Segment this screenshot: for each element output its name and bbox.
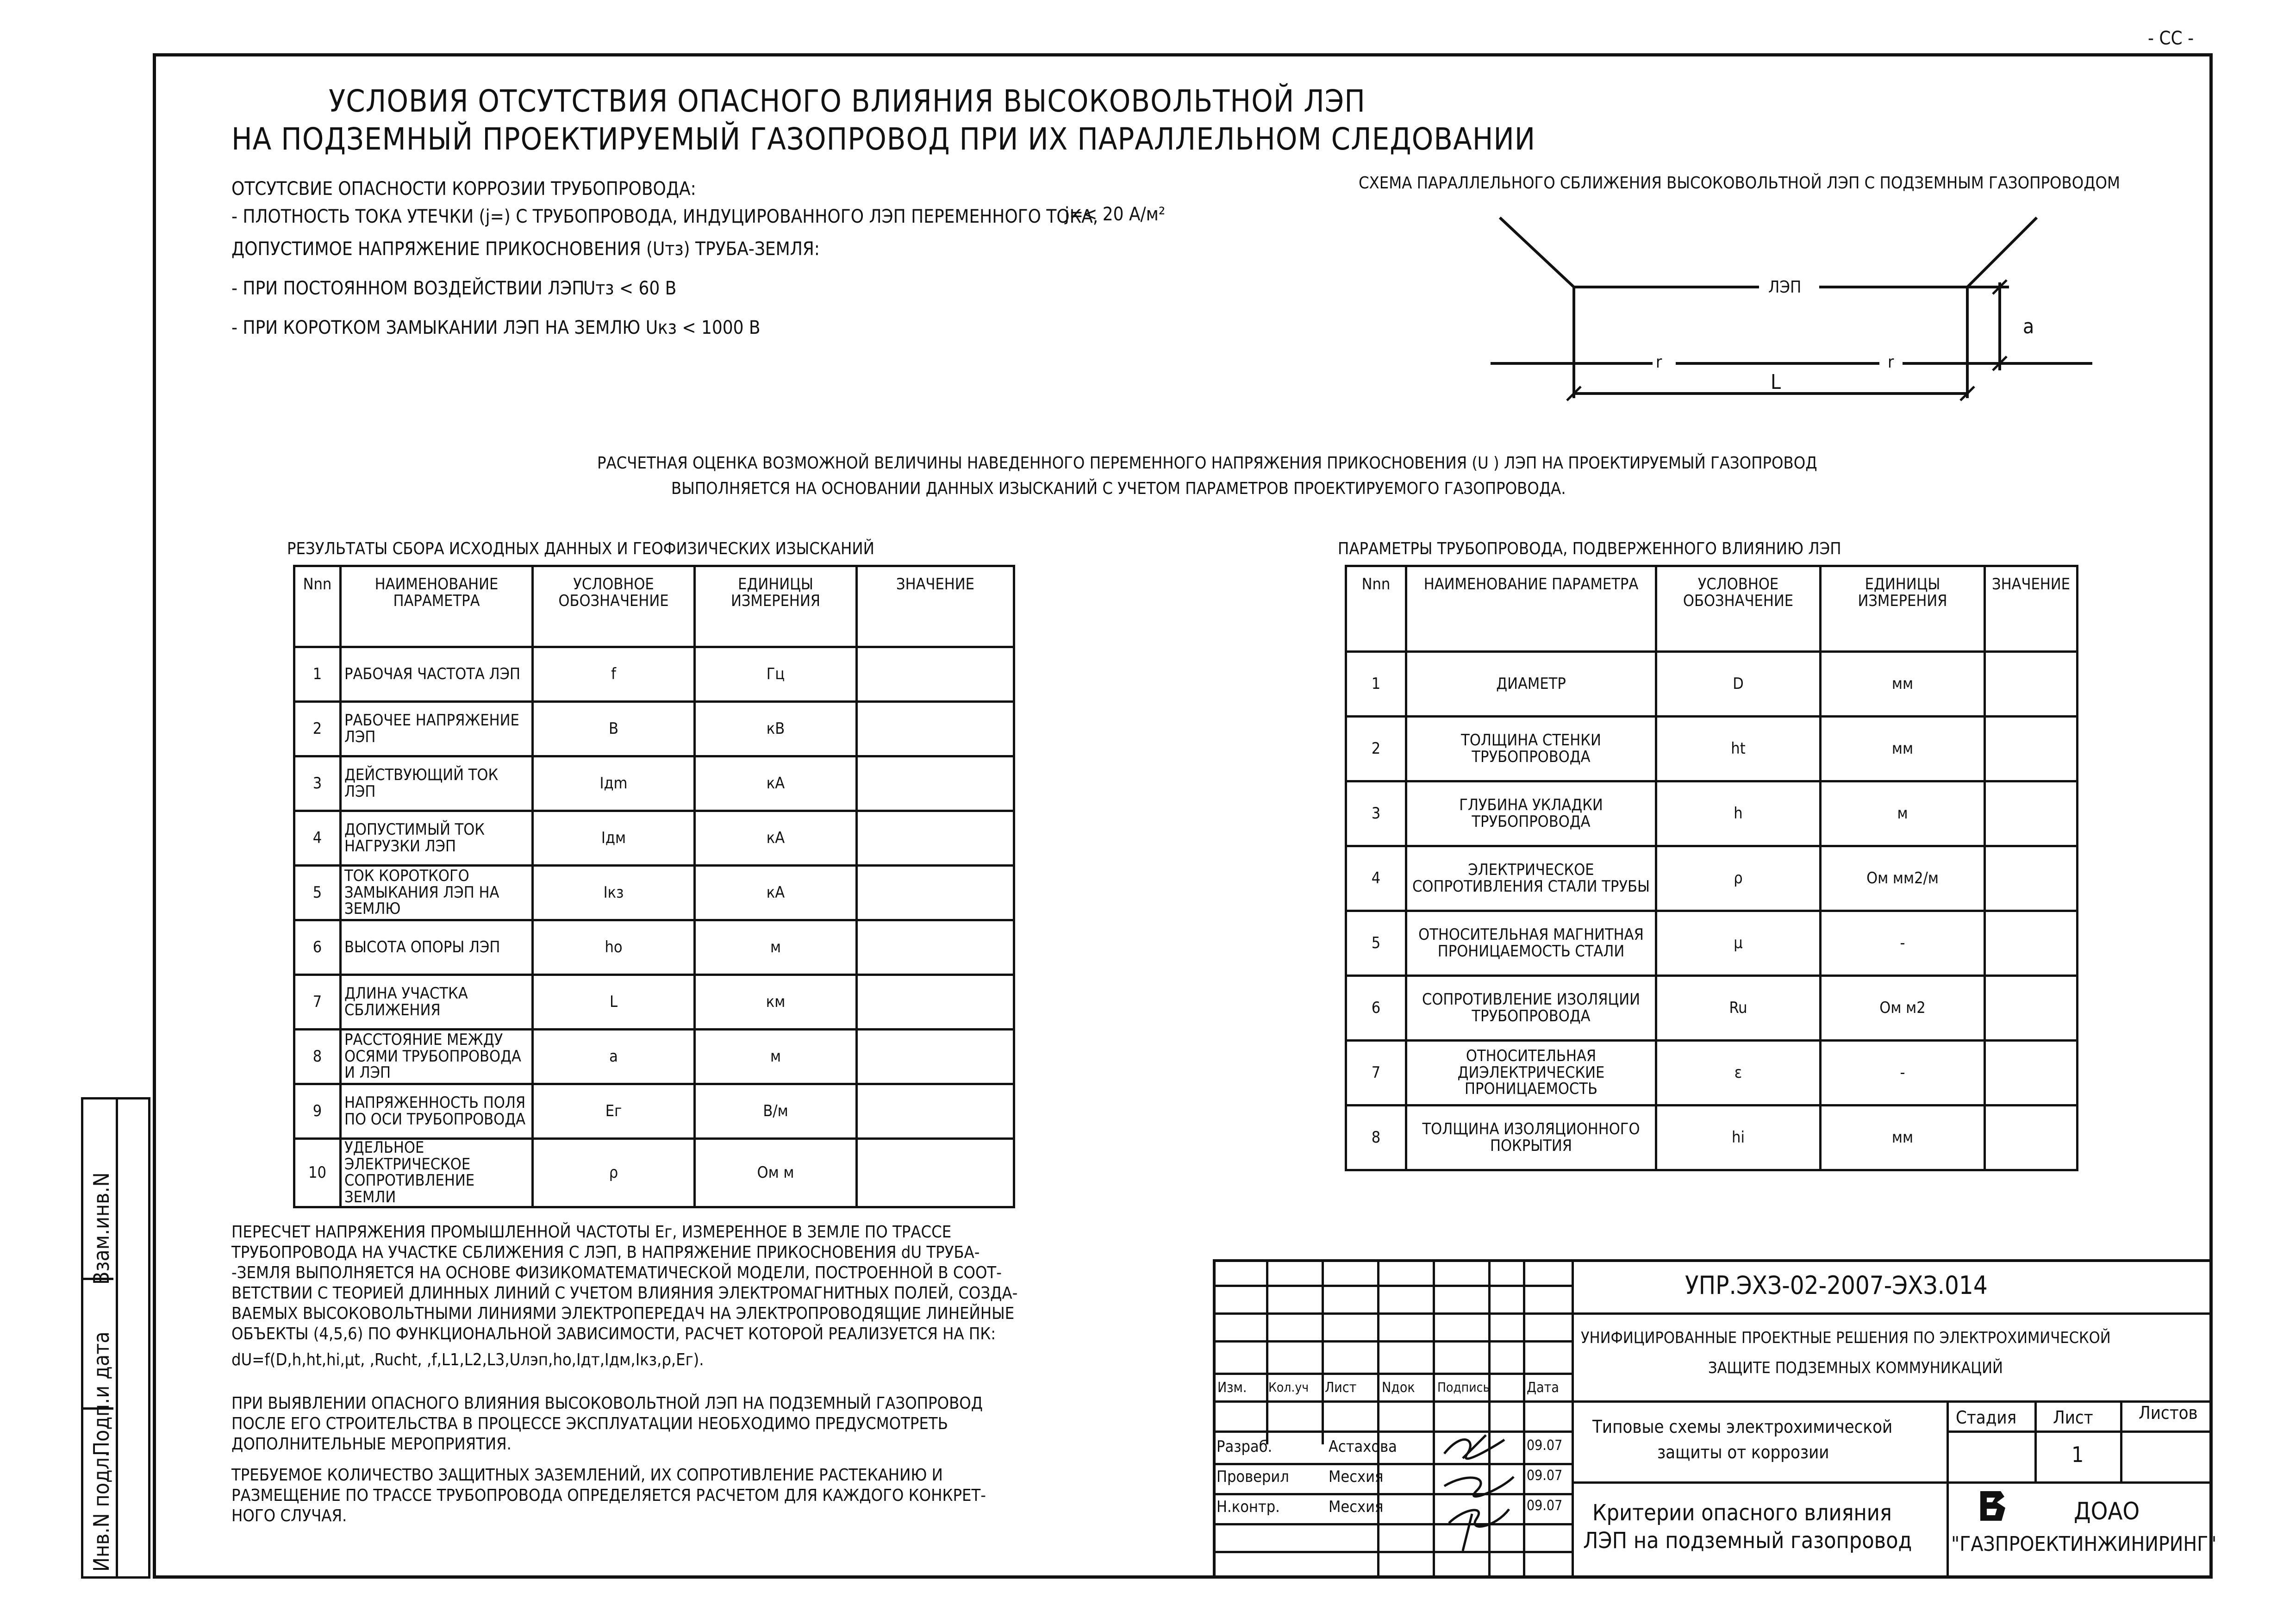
side-separator bbox=[81, 1278, 113, 1280]
tb-divider bbox=[1947, 1400, 1949, 1579]
cell-num: 6 bbox=[294, 920, 341, 975]
sheet-title-line1: Критерии опасного влияния bbox=[1592, 1500, 1892, 1526]
stadia-label: Стадия bbox=[1956, 1407, 2017, 1428]
tb-divider bbox=[1213, 1340, 1572, 1343]
side-separator bbox=[81, 1407, 113, 1410]
conditions-line: ДОПУСТИМОЕ НАПРЯЖЕНИЕ ПРИКОСНОВЕНИЯ (Uтз) ТРУБА-ЗЕМЛЯ: bbox=[231, 238, 820, 260]
tb-role-date: 09.07 bbox=[1527, 1498, 1563, 1514]
table-row bbox=[1346, 976, 2078, 1041]
table-row bbox=[294, 756, 1014, 811]
cell-num: 7 bbox=[294, 975, 341, 1030]
cell-param: РАССТОЯНИЕ МЕЖДУ ОСЯМИ ТРУБОПРОВОДА И ЛЭП bbox=[341, 1030, 533, 1084]
cell-value bbox=[1985, 1041, 2078, 1106]
parallel-scheme-diagram bbox=[1481, 204, 2129, 417]
table-row bbox=[1346, 781, 2078, 846]
tb-hdr-ndok: Nдок bbox=[1382, 1380, 1415, 1396]
cell-param: СОПРОТИВЛЕНИЕ ИЗОЛЯЦИИ ТРУБОПРОВОДА bbox=[1406, 976, 1656, 1041]
cell-param: ДОПУСТИМЫЙ ТОК НАГРУЗКИ ЛЭП bbox=[341, 811, 533, 866]
table-row bbox=[294, 1084, 1014, 1139]
cell-value bbox=[1985, 652, 2078, 717]
cell-symbol: L bbox=[533, 975, 695, 1030]
cell-num: 6 bbox=[1346, 976, 1406, 1041]
conditions-value: j=< 20 А/м² bbox=[1065, 204, 1166, 225]
series-line1: УНИФИЦИРОВАННЫЕ ПРОЕКТНЫЕ РЕШЕНИЯ ПО ЭЛЕКТРОХИМИЧЕСКОЙ bbox=[1581, 1329, 2111, 1347]
table-row bbox=[294, 702, 1014, 756]
scheme-title: СХЕМА ПАРАЛЛЕЛЬНОГО СБЛИЖЕНИЯ ВЫСОКОВОЛЬТНОЙ ЛЭП С ПОДЗЕМНЫМ ГАЗОПРОВОДОМ bbox=[1359, 174, 2120, 193]
cell-value bbox=[1985, 1106, 2078, 1170]
tb-divider bbox=[1213, 1312, 1572, 1315]
cell-unit: км bbox=[695, 975, 857, 1030]
cell-param: ВЫСОТА ОПОРЫ ЛЭП bbox=[341, 920, 533, 975]
note-line: РАЗМЕЩЕНИЕ ПО ТРАССЕ ТРУБОПРОВОДА ОПРЕДЕЛЯЕТСЯ РАСЧЕТОМ ДЛЯ КАЖДОГО КОНКРЕТ- bbox=[231, 1486, 986, 1505]
col-header: ЗНАЧЕНИЕ bbox=[857, 566, 1014, 647]
cell-unit: - bbox=[1821, 911, 1985, 976]
cell-num: 9 bbox=[294, 1084, 341, 1139]
tb-divider bbox=[1572, 1312, 2213, 1315]
tb-divider bbox=[1266, 1259, 1268, 1444]
cell-symbol: Iдм bbox=[533, 811, 695, 866]
table-row bbox=[294, 811, 1014, 866]
org-name-line1: ДОАО bbox=[2074, 1498, 2140, 1525]
cell-value bbox=[857, 975, 1014, 1030]
note-line: ВЕТСТВИИ С ТЕОРИЕЙ ДЛИННЫХ ЛИНИЙ С УЧЕТОМ ВЛИЯНИЯ ЭЛЕКТРОМАГНИТНЫХ ПОЛЕЙ, СОЗДА- bbox=[231, 1284, 1018, 1303]
table1-caption: РЕЗУЛЬТАТЫ СБОРА ИСХОДНЫХ ДАННЫХ И ГЕОФИЗИЧЕСКИХ ИЗЫСКАНИЙ bbox=[287, 539, 874, 558]
tb-role-date: 09.07 bbox=[1527, 1468, 1563, 1484]
table-row bbox=[1346, 911, 2078, 976]
conditions-value: Uтз < 60 В bbox=[583, 278, 677, 299]
table-header-row bbox=[294, 566, 1014, 647]
cell-num: 1 bbox=[1346, 652, 1406, 717]
cell-symbol: Iкз bbox=[533, 866, 695, 920]
cell-unit: - bbox=[1821, 1041, 1985, 1106]
cell-param: ГЛУБИНА УКЛАДКИ ТРУБОПРОВОДА bbox=[1406, 781, 1656, 846]
note-line: dU=f(D,h,ht,hi,μt, ,Ruсht, ,f,L1,L2,L3,Uлэп,hо,Iдт,Iдм,Iкз,ρ,Eг). bbox=[231, 1350, 704, 1369]
side-podp-data: Подп.и дата bbox=[89, 1331, 114, 1456]
side-inv-podl: Инв.N подл. bbox=[89, 1451, 114, 1572]
tb-hdr-podpis: Подпись bbox=[1437, 1380, 1490, 1395]
cell-value bbox=[857, 811, 1014, 866]
col-header: НАИМЕНОВАНИЕ ПАРАМЕТРА bbox=[341, 566, 533, 647]
tb-hdr-list: Лист bbox=[1325, 1380, 1357, 1396]
cell-param: ДЛИНА УЧАСТКА СБЛИЖЕНИЯ bbox=[341, 975, 533, 1030]
org-logo-icon bbox=[1977, 1488, 2009, 1524]
col-header: ЗНАЧЕНИЕ bbox=[1985, 566, 2078, 652]
tb-divider bbox=[1213, 1285, 1572, 1287]
page-title-line1: УСЛОВИЯ ОТСУТСТВИЯ ОПАСНОГО ВЛИЯНИЯ ВЫСОКОВОЛЬТНОЙ ЛЭП bbox=[329, 83, 1366, 119]
org-name-line2: "ГАЗПРОЕКТИНЖИНИРИНГ" bbox=[1951, 1532, 2217, 1556]
cell-symbol: hi bbox=[1656, 1106, 1821, 1170]
note-paragraph-1 bbox=[231, 1222, 1017, 1370]
table-row bbox=[1346, 1041, 2078, 1106]
cell-unit: Ом м bbox=[695, 1139, 857, 1207]
tb-role-name: Астахова bbox=[1329, 1437, 1397, 1456]
tb-role-name: Месхия bbox=[1329, 1468, 1384, 1486]
tb-hdr-izm: Изм. bbox=[1217, 1380, 1247, 1396]
cell-param: НАПРЯЖЕННОСТЬ ПОЛЯ ПО ОСИ ТРУБОПРОВОДА bbox=[341, 1084, 533, 1139]
table-row bbox=[294, 1139, 1014, 1207]
tb-divider bbox=[1377, 1259, 1379, 1579]
side-stamp-divider bbox=[116, 1099, 118, 1576]
cell-value bbox=[857, 1084, 1014, 1139]
cell-unit: м bbox=[695, 1030, 857, 1084]
cell-unit: м bbox=[1821, 781, 1985, 846]
table-row bbox=[1346, 846, 2078, 911]
cell-unit: кА bbox=[695, 866, 857, 920]
scheme-label-r: r bbox=[1656, 353, 1662, 372]
cell-unit: Ом мм2/м bbox=[1821, 846, 1985, 911]
cell-param: РАБОЧЕЕ НАПРЯЖЕНИЕ ЛЭП bbox=[341, 702, 533, 756]
cell-num: 5 bbox=[294, 866, 341, 920]
page-marker: - СС - bbox=[2148, 28, 2194, 49]
cell-value bbox=[1985, 911, 2078, 976]
cell-num: 2 bbox=[1346, 717, 1406, 781]
scheme-label-lep: ЛЭП bbox=[1768, 278, 1802, 297]
cell-symbol: В bbox=[533, 702, 695, 756]
listov-label: Листов bbox=[2139, 1403, 2198, 1423]
cell-num: 8 bbox=[294, 1030, 341, 1084]
cell-symbol: D bbox=[1656, 652, 1821, 717]
tb-divider bbox=[1322, 1259, 1324, 1444]
table-row bbox=[294, 647, 1014, 702]
note-line: ПОСЛЕ ЕГО СТРОИТЕЛЬСТВА В ПРОЦЕССЕ ЭКСПЛУАТАЦИИ НЕОБХОДИМО ПРЕДУСМОТРЕТЬ bbox=[231, 1414, 948, 1433]
note-line: -ЗЕМЛЯ ВЫПОЛНЯЕТСЯ НА ОСНОВЕ ФИЗИКОМАТЕМАТИЧЕСКОЙ МОДЕЛИ, ПОСТРОЕННОЙ В СООТ- bbox=[231, 1263, 1002, 1282]
cell-symbol: hо bbox=[533, 920, 695, 975]
table-row bbox=[294, 1030, 1014, 1084]
cell-num: 3 bbox=[1346, 781, 1406, 846]
cell-value bbox=[857, 866, 1014, 920]
cell-value bbox=[1985, 717, 2078, 781]
cell-value bbox=[1985, 781, 2078, 846]
cell-param: РАБОЧАЯ ЧАСТОТА ЛЭП bbox=[341, 647, 533, 702]
tb-role-name: Месхия bbox=[1329, 1498, 1384, 1516]
note-line: ТРЕБУЕМОЕ КОЛИЧЕСТВО ЗАЩИТНЫХ ЗАЗЕМЛЕНИЙ, ИХ СОПРОТИВЛЕНИЕ РАСТЕКАНИЮ И bbox=[231, 1466, 943, 1485]
tb-role-date: 09.07 bbox=[1527, 1437, 1563, 1454]
note-paragraph-3 bbox=[231, 1465, 986, 1526]
table-row bbox=[1346, 717, 2078, 781]
col-header: УСЛОВНОЕ ОБОЗНАЧЕНИЕ bbox=[1656, 566, 1821, 652]
cell-value bbox=[857, 1139, 1014, 1207]
tb-role: Н.контр. bbox=[1217, 1498, 1280, 1516]
note-line: ТРУБОПРОВОДА НА УЧАСТКЕ СБЛИЖЕНИЯ С ЛЭП, В НАПРЯЖЕНИЕ ПРИКОСНОВЕНИЯ dU ТРУБА- bbox=[231, 1243, 980, 1262]
table-row bbox=[1346, 652, 2078, 717]
cell-value bbox=[1985, 846, 2078, 911]
cell-unit: кА bbox=[695, 811, 857, 866]
cell-symbol: Eг bbox=[533, 1084, 695, 1139]
cell-param: УДЕЛЬНОЕ ЭЛЕКТРИЧЕСКОЕ СОПРОТИВЛЕНИЕ ЗЕМЛИ bbox=[341, 1139, 533, 1207]
tb-divider bbox=[1572, 1259, 1574, 1579]
conditions-line: ОТСУТСВИЕ ОПАСНОСТИ КОРРОЗИИ ТРУБОПРОВОДА: bbox=[231, 178, 696, 200]
series-line2: ЗАЩИТЕ ПОДЗЕМНЫХ КОММУНИКАЦИЙ bbox=[1708, 1359, 2003, 1377]
cell-unit: кВ bbox=[695, 702, 857, 756]
table-row bbox=[294, 920, 1014, 975]
tb-hdr-kol: Кол.уч bbox=[1268, 1380, 1309, 1395]
tb-divider bbox=[1572, 1400, 2213, 1403]
table2-caption: ПАРАМЕТРЫ ТРУБОПРОВОДА, ПОДВЕРЖЕННОГО ВЛИЯНИЮ ЛЭП bbox=[1338, 539, 1841, 558]
cell-unit: кА bbox=[695, 756, 857, 811]
cell-symbol: f bbox=[533, 647, 695, 702]
cell-num: 4 bbox=[1346, 846, 1406, 911]
cell-value bbox=[857, 702, 1014, 756]
cell-value bbox=[857, 647, 1014, 702]
cell-num: 8 bbox=[1346, 1106, 1406, 1170]
tb-divider bbox=[1213, 1373, 1572, 1375]
cell-num: 4 bbox=[294, 811, 341, 866]
cell-value bbox=[1985, 976, 2078, 1041]
cell-symbol: h bbox=[1656, 781, 1821, 846]
conditions-line: - ПЛОТНОСТЬ ТОКА УТЕЧКИ (j=) С ТРУБОПРОВОДА, ИНДУЦИРОВАННОГО ЛЭП ПЕРЕМЕННОГО ТОКА, bbox=[231, 206, 1098, 227]
cell-unit: мм bbox=[1821, 717, 1985, 781]
conditions-line: - ПРИ КОРОТКОМ ЗАМЫКАНИИ ЛЭП НА ЗЕМЛЮ Uкз < 1000 В bbox=[231, 317, 761, 338]
cell-unit: В/м bbox=[695, 1084, 857, 1139]
side-vzam-inv: Взам.инв.N bbox=[89, 1172, 114, 1285]
sheet-title-line2: ЛЭП на подземный газопровод bbox=[1583, 1528, 1912, 1554]
doc-title-line2: защиты от коррозии bbox=[1657, 1442, 1829, 1462]
tb-divider bbox=[2120, 1400, 2122, 1481]
cell-num: 1 bbox=[294, 647, 341, 702]
cell-symbol: ρ bbox=[1656, 846, 1821, 911]
tb-divider bbox=[1213, 1400, 1572, 1403]
cell-param: ДЕЙСТВУЮЩИЙ ТОК ЛЭП bbox=[341, 756, 533, 811]
cell-symbol: Ru bbox=[1656, 976, 1821, 1041]
tb-hdr-data: Дата bbox=[1527, 1380, 1559, 1396]
table-row bbox=[294, 866, 1014, 920]
cell-num: 3 bbox=[294, 756, 341, 811]
doc-title-line1: Типовые схемы электрохимической bbox=[1592, 1417, 1893, 1437]
note-line: ВАЕМЫХ ВЫСОКОВОЛЬТНЫМИ ЛИНИЯМИ ЭЛЕКТРОПЕРЕДАЧ НА ЭЛЕКТРОПРОВОДЯЩИЕ ЛИНЕЙНЫЕ bbox=[231, 1304, 1015, 1323]
side-stamp bbox=[81, 1097, 150, 1579]
estimate-line2: ВЫПОЛНЯЕТСЯ НА ОСНОВАНИИ ДАННЫХ ИЗЫСКАНИЙ С УЧЕТОМ ПАРАМЕТРОВ ПРОЕКТИРУЕМОГО ГАЗОПРОВОДА. bbox=[671, 479, 1566, 498]
cell-num: 7 bbox=[1346, 1041, 1406, 1106]
pipeline-params-table bbox=[1345, 565, 2078, 1171]
cell-symbol: μ bbox=[1656, 911, 1821, 976]
cell-unit: Гц bbox=[695, 647, 857, 702]
col-header: УСЛОВНОЕ ОБОЗНАЧЕНИЕ bbox=[533, 566, 695, 647]
cell-unit: м bbox=[695, 920, 857, 975]
conditions-line: - ПРИ ПОСТОЯННОМ ВОЗДЕЙСТВИИ ЛЭП bbox=[231, 278, 585, 299]
cell-param: ОТНОСИТЕЛЬНАЯ ДИЭЛЕКТРИЧЕСКИЕ ПРОНИЦАЕМОСТЬ bbox=[1406, 1041, 1656, 1106]
cell-param: ЭЛЕКТРИЧЕСКОЕ СОПРОТИВЛЕНИЯ СТАЛИ ТРУБЫ bbox=[1406, 846, 1656, 911]
scheme-label-r: r bbox=[1888, 353, 1894, 372]
cell-symbol: a bbox=[533, 1030, 695, 1084]
scheme-label-L: L bbox=[1771, 370, 1781, 394]
cell-param: ТОЛЩИНА ИЗОЛЯЦИОННОГО ПОКРЫТИЯ bbox=[1406, 1106, 1656, 1170]
cell-symbol: ρ bbox=[533, 1139, 695, 1207]
cell-unit: мм bbox=[1821, 1106, 1985, 1170]
scheme-label-a: a bbox=[2023, 315, 2034, 338]
cell-num: 2 bbox=[294, 702, 341, 756]
list-value: 1 bbox=[2071, 1442, 2084, 1467]
cell-symbol: ht bbox=[1656, 717, 1821, 781]
cell-param: ТОК КОРОТКОГО ЗАМЫКАНИЯ ЛЭП НА ЗЕМЛЮ bbox=[341, 866, 533, 920]
col-header: ЕДИНИЦЫ ИЗМЕРЕНИЯ bbox=[695, 566, 857, 647]
source-data-table bbox=[293, 565, 1015, 1208]
tb-role: Разраб. bbox=[1217, 1437, 1273, 1456]
note-paragraph-2 bbox=[231, 1393, 983, 1455]
page-title-line2: НА ПОДЗЕМНЫЙ ПРОЕКТИРУЕМЫЙ ГАЗОПРОВОД ПРИ ИХ ПАРАЛЛЕЛЬНОМ СЛЕДОВАНИИ bbox=[231, 121, 1536, 157]
note-line: ОБЪЕКТЫ (4,5,6) ПО ФУНКЦИОНАЛЬНОЙ ЗАВИСИМОСТИ, РАСЧЕТ КОТОРОЙ РЕАЛИЗУЕТСЯ НА ПК: bbox=[231, 1324, 996, 1343]
cell-param: ОТНОСИТЕЛЬНАЯ МАГНИТНАЯ ПРОНИЦАЕМОСТЬ СТАЛИ bbox=[1406, 911, 1656, 976]
tb-divider bbox=[1947, 1430, 2213, 1433]
cell-value bbox=[857, 920, 1014, 975]
note-line: НОГО СЛУЧАЯ. bbox=[231, 1506, 347, 1525]
cell-num: 5 bbox=[1346, 911, 1406, 976]
col-header: Nnn bbox=[294, 566, 341, 647]
cell-unit: Ом м2 bbox=[1821, 976, 1985, 1041]
tb-divider bbox=[2034, 1400, 2037, 1481]
col-header: ЕДИНИЦЫ ИЗМЕРЕНИЯ bbox=[1821, 566, 1985, 652]
tb-divider bbox=[1572, 1481, 2213, 1484]
cell-value bbox=[857, 1030, 1014, 1084]
tb-role: Проверил bbox=[1217, 1468, 1289, 1486]
note-line: ПЕРЕСЧЕТ НАПРЯЖЕНИЯ ПРОМЫШЛЕННОЙ ЧАСТОТЫ Eг, ИЗМЕРЕННОЕ В ЗЕМЛЕ ПО ТРАССЕ bbox=[231, 1223, 952, 1242]
col-header: Nnn bbox=[1346, 566, 1406, 652]
cell-value bbox=[857, 756, 1014, 811]
cell-num: 10 bbox=[294, 1139, 341, 1207]
note-line: ДОПОЛНИТЕЛЬНЫЕ МЕРОПРИЯТИЯ. bbox=[231, 1435, 512, 1454]
cell-symbol: Iдm bbox=[533, 756, 695, 811]
table-row bbox=[1346, 1106, 2078, 1170]
document-code: УПР.ЭХЗ-02-2007-ЭХЗ.014 bbox=[1685, 1271, 1988, 1300]
cell-param: ДИАМЕТР bbox=[1406, 652, 1656, 717]
col-header: НАИМЕНОВАНИЕ ПАРАМЕТРА bbox=[1406, 566, 1656, 652]
estimate-line1: РАСЧЕТНАЯ ОЦЕНКА ВОЗМОЖНОЙ ВЕЛИЧИНЫ НАВЕДЕННОГО ПЕРЕМЕННОГО НАПРЯЖЕНИЯ ПРИКОСНОВЕНИЯ (U ) ЛЭП НА ПРОЕКТИРУЕМЫЙ ГАЗОПРОВОД bbox=[597, 454, 1817, 473]
list-label: Лист bbox=[2053, 1407, 2093, 1428]
cell-unit: мм bbox=[1821, 652, 1985, 717]
cell-param: ТОЛЩИНА СТЕНКИ ТРУБОПРОВОДА bbox=[1406, 717, 1656, 781]
cell-symbol: ε bbox=[1656, 1041, 1821, 1106]
signature-scribbles bbox=[1435, 1421, 1528, 1560]
table-row bbox=[294, 975, 1014, 1030]
note-line: ПРИ ВЫЯВЛЕНИИ ОПАСНОГО ВЛИЯНИЯ ВЫСОКОВОЛЬТНОЙ ЛЭП НА ПОДЗЕМНЫЙ ГАЗОПРОВОД bbox=[231, 1394, 983, 1413]
table-header-row bbox=[1346, 566, 2078, 652]
